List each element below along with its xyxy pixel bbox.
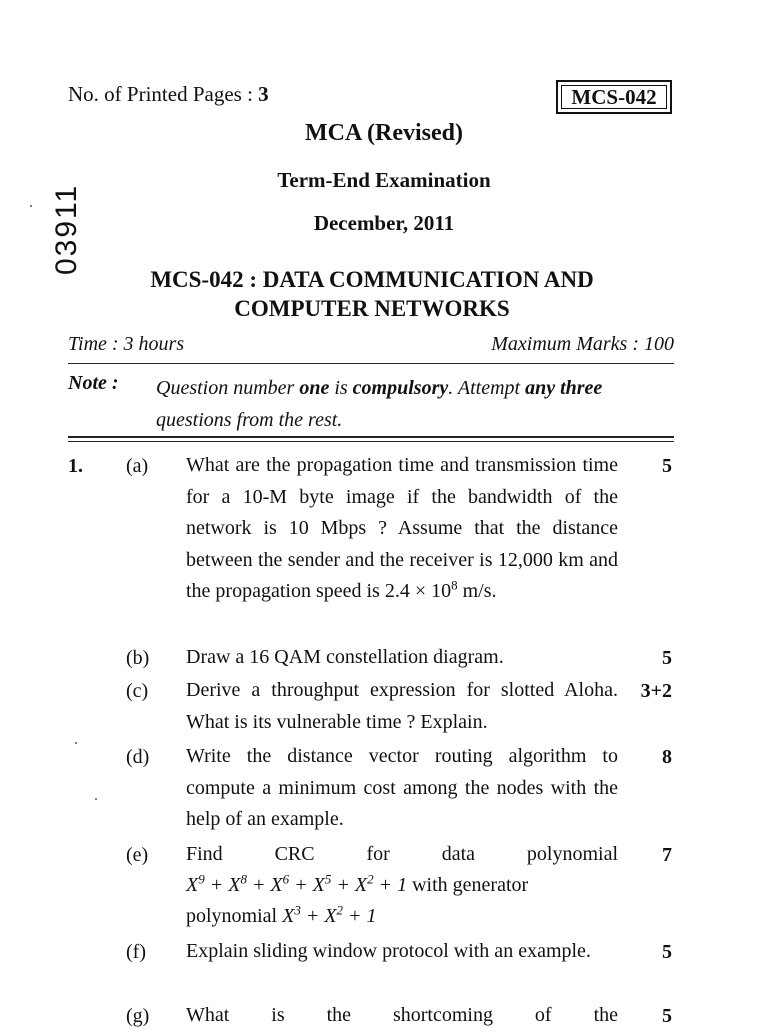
part-label: (b) — [126, 647, 150, 669]
printed-pages-label: No. of Printed Pages : — [68, 82, 259, 106]
part-marks: 3+2 — [640, 680, 672, 702]
note-text — [156, 372, 676, 436]
part-a-body: What are the propagation time and transmission time for a 10-M byte image if the bandwidth of the network is 10 Mbps ? Assume that the distance between the sender and the receiver is 12,000 km and the propagation speed is 2.4 × 10 — [186, 454, 618, 602]
part-e-line3 — [186, 901, 618, 933]
part-g-text: What is the shortcoming of the — [186, 1004, 618, 1026]
part-marks: 5 — [662, 455, 672, 477]
part-marks: 7 — [662, 844, 672, 866]
note-part: is — [329, 377, 353, 399]
scan-speck — [75, 742, 77, 744]
subject-line-1: MCS-042 : DATA COMMUNICATION AND — [150, 267, 594, 292]
subject-title — [100, 265, 644, 323]
note-part: Question number — [156, 377, 300, 399]
part-label: (d) — [126, 746, 150, 768]
part-label: (c) — [126, 680, 149, 702]
part-label: (a) — [126, 455, 149, 477]
exam-duration: Time : 3 hours — [68, 333, 185, 355]
part-label: (f) — [126, 941, 146, 963]
maximum-marks: Maximum Marks : 100 — [491, 333, 674, 355]
double-rule-bottom — [68, 441, 674, 442]
part-a-tail: m/s. — [457, 580, 497, 602]
note-part: questions from the rest. — [156, 409, 343, 431]
part-label: (e) — [126, 844, 149, 866]
course-code-box — [556, 80, 672, 114]
part-label: (g) — [126, 1005, 150, 1027]
scan-speck — [30, 205, 32, 207]
part-b-text: Draw a 16 QAM constellation diagram. — [186, 646, 504, 668]
note-compulsory: compulsory — [352, 377, 449, 399]
note-label: Note : — [68, 372, 119, 394]
data-polynomial: $X^9 + X^8 + X^6 + X^5 + X^2 + 1$ — [186, 871, 408, 896]
part-marks: 5 — [662, 941, 672, 963]
part-f-text: Explain sliding window protocol with an example. — [186, 940, 591, 962]
part-c-text: Derive a throughput expression for slotted Aloha. What is its vulnerable time ? Explain. — [186, 679, 618, 733]
part-a-text — [186, 450, 618, 608]
exam-date: December, 2011 — [313, 211, 455, 235]
part-marks: 8 — [662, 746, 672, 768]
serial-number: 03911 — [50, 183, 83, 275]
subject-line-2: COMPUTER NETWORKS — [234, 296, 510, 321]
part-e-line1: Find CRC for data polynomial — [186, 843, 618, 865]
note-any-three: any three — [525, 377, 603, 399]
part-e-line2 — [186, 870, 618, 902]
polynomial-label: polynomial — [186, 905, 283, 927]
generator-polynomial: $X^3 + X^2 + 1$ — [282, 902, 377, 927]
double-rule-top — [68, 436, 674, 438]
exam-title: Term-End Examination — [277, 168, 491, 192]
with-generator: with generator — [407, 874, 529, 896]
programme-title: MCA (Revised) — [305, 120, 463, 146]
part-d-text: Write the distance vector routing algorithm to compute a minimum cost among the nodes with the help of an example. — [186, 745, 618, 830]
note-part: . Attempt — [448, 377, 526, 399]
part-marks: 5 — [662, 647, 672, 669]
printed-pages — [68, 82, 269, 107]
note-one: one — [299, 377, 330, 399]
question-number: 1. — [68, 455, 83, 477]
exponent: 8 — [451, 577, 458, 593]
part-marks: 5 — [662, 1005, 672, 1027]
printed-pages-value: 3 — [258, 82, 269, 106]
scan-speck — [95, 798, 97, 800]
divider — [68, 363, 674, 364]
course-code: MCS-042 — [571, 85, 657, 109]
